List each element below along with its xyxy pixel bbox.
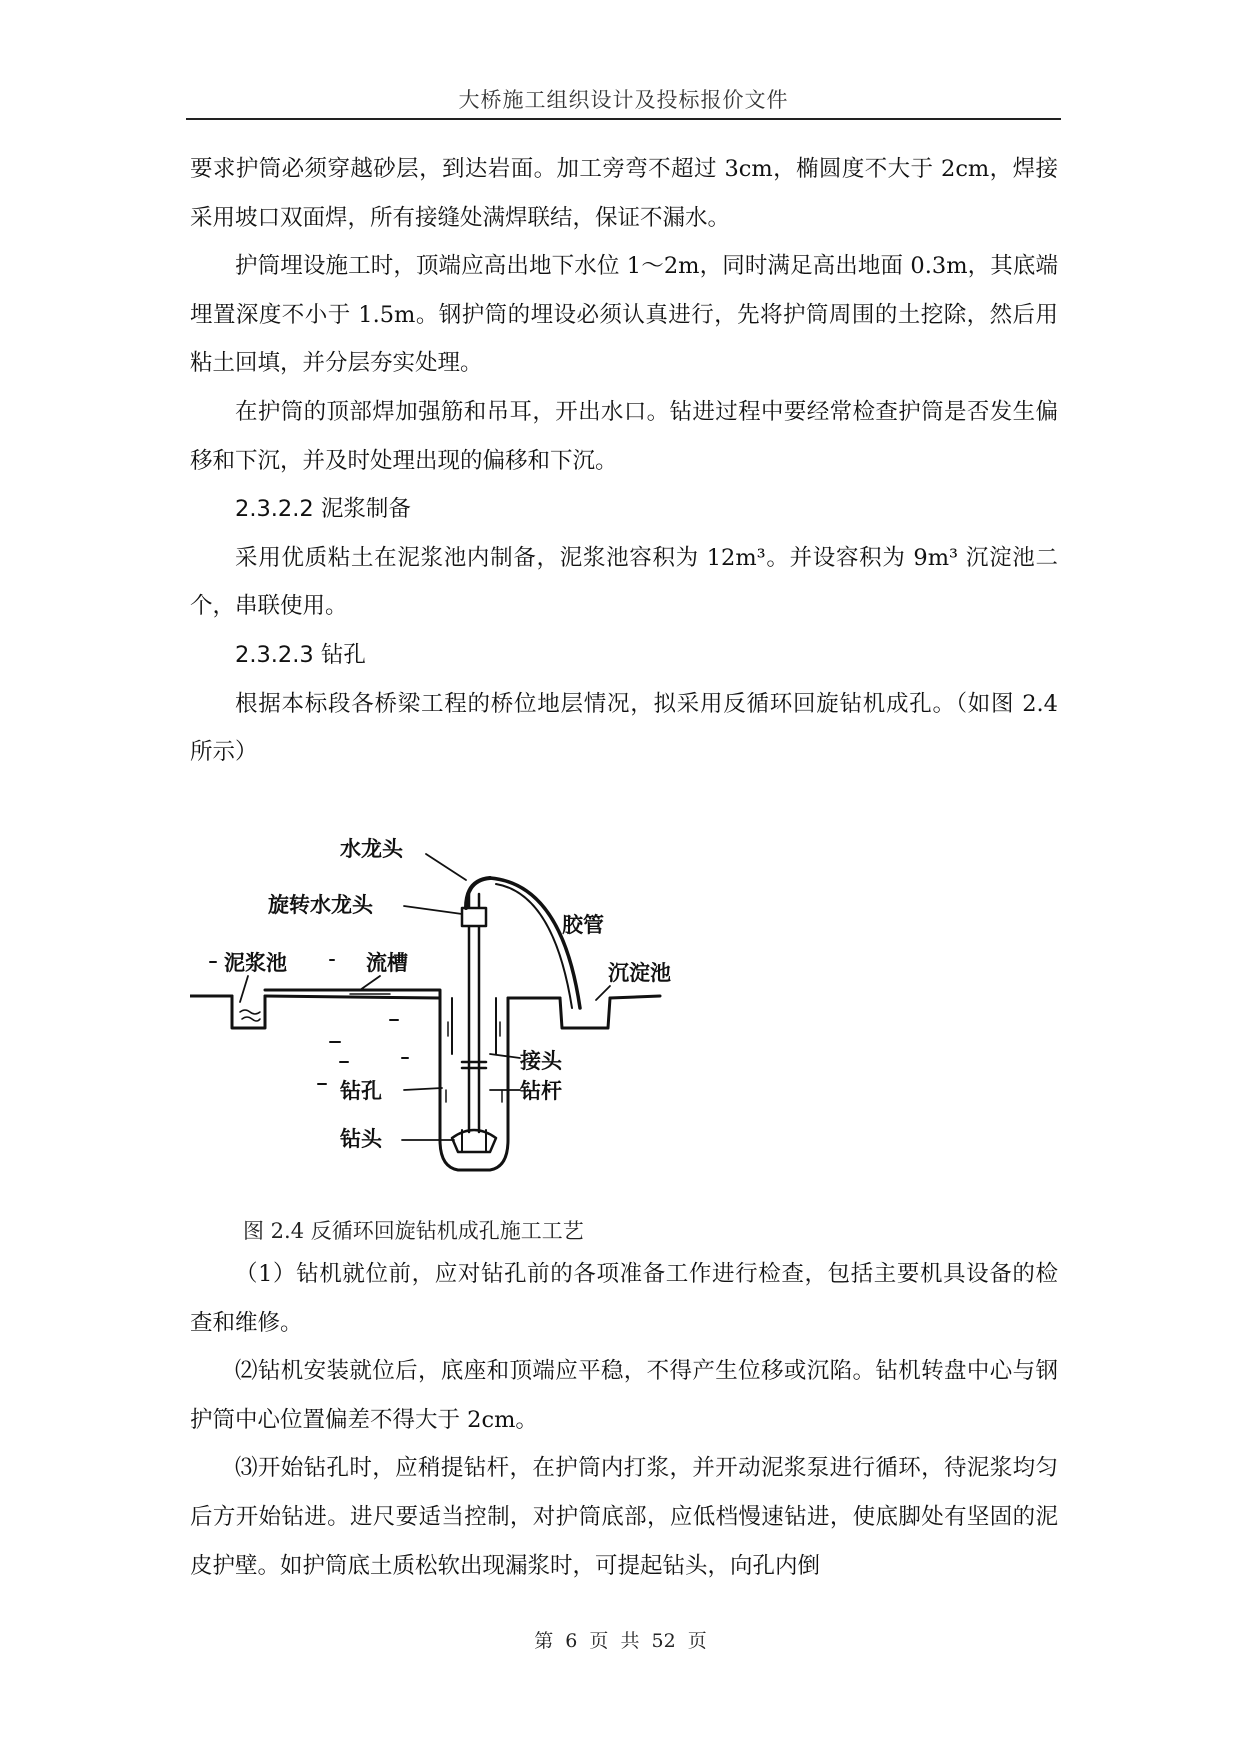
body-text-bottom <box>190 1250 1058 1590</box>
paragraph: ⑶开始钻孔时，应稍提钻杆，在护筒内打浆，并开动泥浆泵进行循环，待泥浆均匀后方开始钻进。进尺要适当控制，对护筒底部，应低档慢速钻进，使底脚处有坚固的泥皮护壁。如护筒底土质松软出现漏浆时，可提起钻头，向孔内倒 <box>190 1455 1058 1579</box>
joint-mark <box>462 1062 486 1068</box>
swivel-shape <box>462 908 486 926</box>
section-heading: 2.3.2.2 泥浆制备 <box>235 496 411 523</box>
label-borehole: 钻孔 <box>340 1079 382 1103</box>
leader-line <box>360 976 380 990</box>
drill-bit-blade <box>462 1130 486 1152</box>
page-header: 大桥施工组织设计及投标报价文件 <box>458 88 789 112</box>
drill-bit-shape <box>452 1130 496 1152</box>
page-number: 第 6 页 共 52 页 <box>534 1630 707 1652</box>
figure-caption: 图 2.4 反循环回旋钻机成孔施工工艺 <box>243 1219 584 1243</box>
settling-pit-shape <box>560 998 610 1028</box>
label-channel: 流槽 <box>366 951 408 975</box>
paragraph: ⑵钻机安装就位后，底座和顶端应平稳，不得产生位移或沉陷。钻机转盘中心与钢护筒中心位置偏差不得大于 2cm。 <box>190 1358 1058 1433</box>
borehole-wall <box>440 998 508 1170</box>
header-rule <box>186 118 1061 120</box>
hose-shape <box>496 884 572 1008</box>
ground-line <box>190 996 440 998</box>
body-text-top <box>190 145 1058 777</box>
leader-line <box>490 1054 520 1058</box>
drill-rod <box>469 894 479 1132</box>
drilling-diagram <box>190 822 742 1192</box>
label-mud-pit: 泥浆池 <box>224 951 287 975</box>
paragraph: 护筒埋设施工时，顶端应高出地下水位 1～2m，同时满足高出地面 0.3m，其底端埋置深度不小于 1.5m。钢护筒的埋设必须认真进行，先将护筒周围的土挖除，然后用粘土回填，并分层夯实处理。 <box>190 253 1058 377</box>
label-joint: 接头 <box>520 1049 562 1073</box>
paragraph: 根据本标段各桥梁工程的桥位地层情况，拟采用反循环回旋钻机成孔。（如图 2.4 所示） <box>190 690 1058 766</box>
paragraph: （1）钻机就位前，应对钻孔前的各项准备工作进行检查，包括主要机具设备的检查和维修。 <box>190 1261 1058 1336</box>
ground-dashes <box>318 1020 408 1084</box>
paragraph: 要求护筒必须穿越砂层，到达岩面。加工旁弯不超过 3cm，椭圆度不大于 2cm，焊接采用坡口双面焊，所有接缝处满焊联结，保证不漏水。 <box>190 156 1058 231</box>
section-heading: 2.3.2.3 钻孔 <box>235 641 366 668</box>
label-settling-pit: 沉淀池 <box>608 961 671 985</box>
casing <box>452 998 496 1054</box>
mud-pit-water <box>240 1010 260 1021</box>
label-drill-bit: 钻头 <box>340 1127 382 1151</box>
leader-line <box>596 986 610 1000</box>
hose-shape <box>490 878 580 1008</box>
paragraph: 采用优质粘土在泥浆池内制备，泥浆池容积为 12m³。并设容积为 9m³ 沉淀池二个，串联使用。 <box>190 544 1058 620</box>
leader-line <box>404 1088 442 1090</box>
leader-line <box>426 854 466 880</box>
paragraph: 在护筒的顶部焊加强筋和吊耳，开出水口。钻进过程中要经常检查护筒是否发生偏移和下沉，并及时处理出现的偏移和下沉。 <box>190 398 1058 474</box>
leader-line <box>240 976 248 1002</box>
label-drill-rod: 钻杆 <box>520 1079 562 1103</box>
ground-line <box>508 996 660 998</box>
label-water-tap: 水龙头 <box>340 837 403 861</box>
label-swivel: 旋转水龙头 <box>268 893 373 917</box>
label-hose: 胶管 <box>562 913 604 937</box>
leader-line <box>404 906 462 914</box>
